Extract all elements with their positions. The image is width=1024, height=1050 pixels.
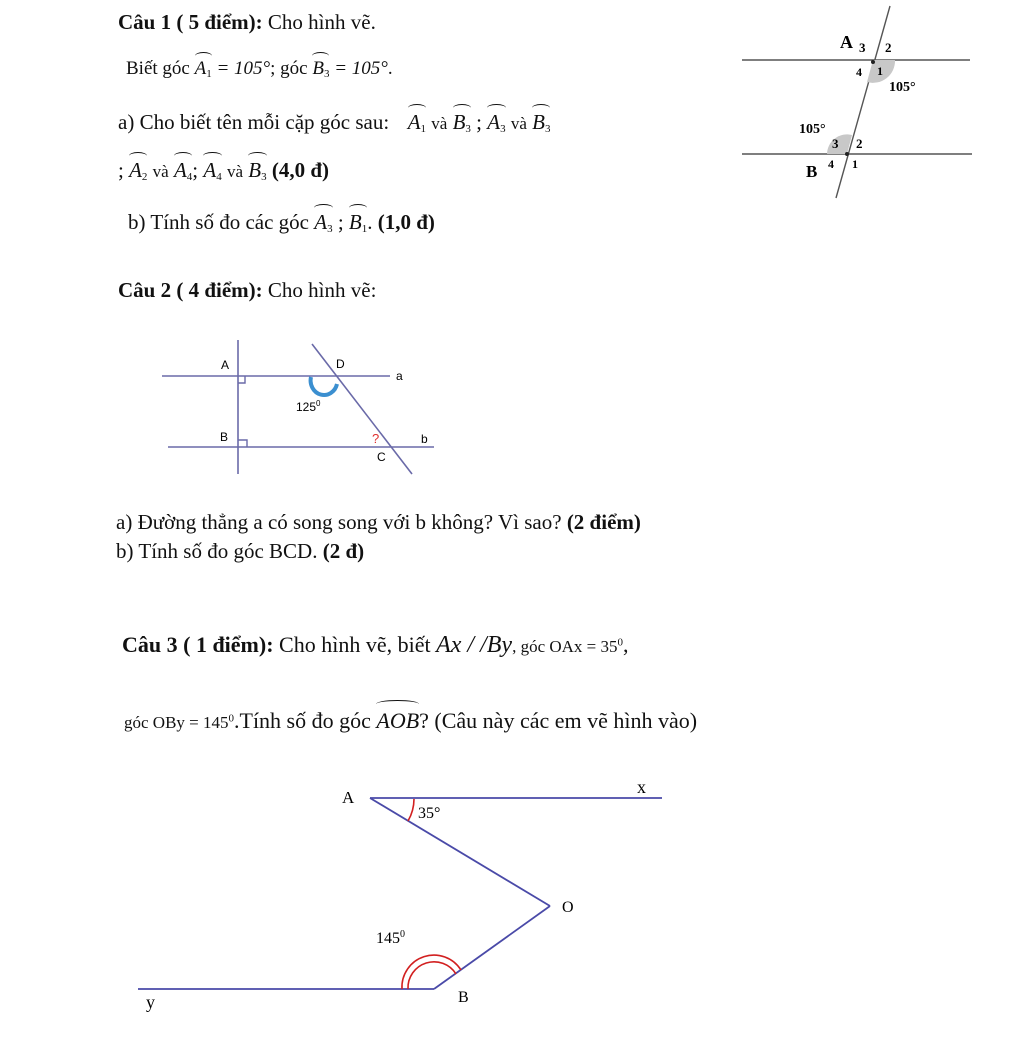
q2-label-b: b [421, 432, 428, 446]
q1-label-a2: 2 [885, 40, 892, 55]
pair1-angle2: $B_3$ [453, 104, 471, 135]
q3-angle-arc-a [408, 799, 414, 821]
q1-heading: Câu 1 ( 5 điểm): [118, 10, 263, 34]
q3-label-O: O [562, 899, 574, 916]
q3-line2-end: ? (Câu này các em vẽ hình vào) [419, 708, 698, 733]
q1-label-b3: 3 [832, 136, 839, 151]
q3-line1-text: Cho hình vẽ, biết [279, 632, 431, 657]
q1-given-prefix: Biết góc [126, 58, 190, 79]
pair3-angle2: $A_4$ [174, 152, 192, 183]
pair2-angle2: $B_3$ [532, 104, 550, 135]
pair1-and: và [431, 114, 448, 133]
q1-label-b4: 4 [828, 157, 834, 171]
q3-heading: Câu 3 ( 1 điểm): [122, 632, 274, 657]
pair2-and: và [510, 114, 527, 133]
angle-b1: $B_1$ [349, 204, 367, 235]
q1-part-b-end: . [367, 210, 373, 234]
pair-sep: ; [192, 158, 199, 182]
q1-given-sep: ; góc [270, 58, 308, 79]
q2-label-A: A [221, 358, 230, 372]
q3-segment-ob [434, 906, 550, 989]
pair-sep: ; [476, 110, 482, 134]
q2-unknown-angle: ? [372, 431, 380, 446]
q3-line2-text: .Tính số đo góc [234, 708, 371, 733]
q1-label-b2: 2 [856, 136, 863, 151]
q1-label-a1: 1 [877, 64, 883, 78]
q1-given-eq2: = 105° [334, 58, 388, 79]
q1-intro: Cho hình vẽ. [267, 10, 376, 34]
q1-label-A: A [840, 32, 853, 52]
q3-segment-ao [370, 798, 550, 906]
q1-part-b-points: (1,0 đ) [377, 210, 435, 234]
pair3-angle1: $A_2$ [129, 152, 147, 183]
angle-a3: $A_3$ [314, 204, 332, 235]
pair4-and: và [226, 162, 244, 181]
q3-parallel: Ax / /By [436, 632, 513, 658]
q1-label-b1: 1 [852, 157, 858, 171]
q3-line1-end: , [623, 632, 629, 657]
q2-part-a-points: (2 điểm) [566, 510, 641, 534]
pair1-angle1: $A_1$ [408, 104, 426, 135]
pair4-angle2: $B_3$ [248, 152, 266, 183]
q1-label-a4: 4 [856, 65, 862, 79]
q3-angle-arc-b-outer [402, 955, 461, 989]
q1-part-b-text: b) Tính số đo các góc [128, 210, 309, 234]
q2-heading: Câu 2 ( 4 điểm): [118, 278, 263, 302]
q2-angle-value: $125^0$ [296, 399, 321, 414]
q1-part-b-sep: ; [337, 210, 344, 234]
q2-intro: Cho hình vẽ: [267, 278, 377, 302]
q3-label-x: x [637, 777, 646, 797]
q3-label-A: A [342, 788, 355, 807]
pair3-and: và [152, 162, 169, 181]
q2-label-C: C [377, 450, 386, 464]
q3-line2-angle: góc OBy = $145^0$ [124, 712, 234, 732]
q2-part-b-points: (2 đ) [322, 539, 365, 563]
pair2-angle1: $A_3$ [487, 104, 505, 135]
q1-part-a-text: a) Cho biết tên mỗi cặp góc sau: [118, 110, 390, 134]
q1-label-B: B [806, 162, 818, 181]
q2-part-b-text: b) Tính số đo góc BCD. [116, 539, 318, 563]
q3-angle-arc-b-inner [408, 962, 456, 989]
q1-part-a-points: (4,0 đ) [271, 158, 330, 182]
pair-sep: ; [118, 158, 124, 182]
q1-label-a3: 3 [859, 40, 866, 55]
q3-label-y: y [146, 992, 155, 1012]
angle-a1: $A_1$ [195, 52, 212, 80]
q1-given-end: . [387, 58, 393, 79]
q3-label-B: B [458, 989, 469, 1006]
q2-label-D: D [336, 357, 345, 371]
q1-angle-a-value: 105° [889, 80, 916, 95]
pair4-angle1: $A_4$ [203, 152, 221, 183]
q3-line1-angle: , góc OAx = $35^0$ [512, 636, 623, 656]
angle-b3: $B_3$ [312, 52, 329, 80]
q2-part-a-text: a) Đường thẳng a có song song với b không? Vì sao? [116, 510, 562, 534]
q1-given-eq1: = 105° [216, 58, 271, 79]
q3-angle-aob: AOB [376, 702, 419, 734]
q2-label-B: B [220, 430, 229, 444]
q2-label-a: a [396, 369, 403, 383]
q3-angle-a-value: 35° [418, 805, 441, 822]
q3-angle-b-value: $145^0$ [376, 929, 405, 947]
q1-angle-b-value: 105° [799, 122, 826, 137]
